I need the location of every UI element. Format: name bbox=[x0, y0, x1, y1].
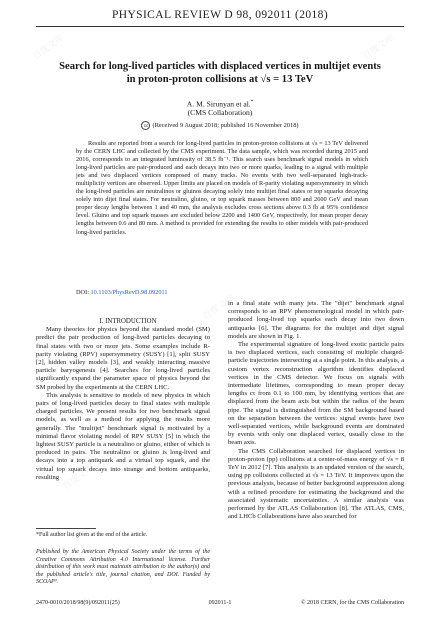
watermark: 百度文库 bbox=[361, 33, 397, 63]
doi-line bbox=[76, 289, 168, 296]
article-title: Search for long-lived particles with displaced vertices in multijet events in proton-proton collisions at √s = 13 TeV bbox=[59, 61, 381, 85]
publisher-note: Published by the American Physical Society under the terms of the Creative Commons Attribution 4.0 International license. Further distribution of this work must maintain attribution to the author(s) and the published article's title, journal citation, and DOI. Funded by SCOAP³. bbox=[36, 549, 210, 586]
footnote: *Full author list given at the end of the article. bbox=[36, 532, 148, 538]
doi-link[interactable]: 10.1103/PhysRevD.98.092011 bbox=[90, 289, 168, 296]
watermark: 百度文库 bbox=[61, 463, 97, 493]
paragraph: This analysis is sensitive to models of new physics in which pairs of long-lived particles decay to final states with multiple charged particles. We present results for two benchmark signal models, as well as a method for applying the results more generally. The "multijet" benchmark signal is motivated by a minimal flavor violating model of RPV SUSY [5] in which the lightest SUSY particle is a neutralino or gluino, either of which is produced in pairs. The neutralino or gluino is long-lived and decays into a top antiquark and a virtual top squark, and the virtual top squark decays into strange and bottom antiquarks, resulting bbox=[36, 391, 210, 481]
footnote-rule bbox=[36, 528, 96, 529]
dates-text: (Received 9 August 2018; published 16 November 2018) bbox=[152, 121, 299, 129]
watermark: 百度文库 bbox=[31, 33, 67, 63]
publication-dates bbox=[0, 121, 440, 130]
page-number: 092011-1 bbox=[208, 600, 232, 606]
paragraph: in a final state with many jets. The "dijet" benchmark signal corresponds to an RPV phenomenological model in which pair-produced long-lived top squarks each decay into two down antiquarks [6]. The diagrams for the multijet and dijet signal models are shown in Fig. 1. bbox=[228, 300, 404, 340]
abstract: Results are reported from a search for long-lived particles in proton-proton collisions at √s = 13 TeV delivered by the CERN LHC and collected by the CMS experiment. The data sample, which was recorded during 2015 and 2016, corresponds to an integrated luminosity of 38.5 fb⁻¹. This search uses benchmark signal models in which long-lived particles are pair-produced and each decays into two or more quarks, leading to a signal with multiple jets and two displaced vertices composed of many tracks. No events with two well-separated high-track-multiplicity vertices are observed. Upper limits are placed on models of R-parity violating supersymmetry in which the long-lived particles are neutralinos or gluinos decaying solely into multijet final states or top squarks decaying solely into dijet final states. For neutralino, gluino, or top squark masses between 800 and 2600 GeV and mean proper decay lengths between 1 and 40 mm, the analysis excludes cross sections above 0.3 fb at 95% confidence level. Gluino and top squark masses are excluded below 2200 and 1400 GeV, respectively, for mean proper decay lengths between 0.6 and 80 mm. A method is provided for extending the results to other models with pair-produced long-lived particles. bbox=[76, 140, 368, 236]
watermark: 百度文库 bbox=[371, 463, 407, 493]
paragraph: The CMS Collaboration searched for displaced vertices in proton-proton (pp) collisions at a center-of-mass energy of √s = 8 TeV in 2012 [7]. This analysis is an updated version of the search, using pp collisions collected at √s = 13 TeV. It improves upon the previous analysis, because of better background suppression along with a refined procedure for estimating the background and the associated systematic uncertainties. A similar analysis was performed by the ATLAS Collaboration [8]. The ATLAS, CMS, and LHCb Collaborations have also searched for bbox=[228, 447, 404, 521]
doi-label: DOI: bbox=[76, 289, 89, 296]
paragraph: Many theories for physics beyond the standard model (SM) predict the pair production of long-lived particles decaying to final states with two or more jets. Some examples include R-parity violating (RPV) supersymmetry (SUSY) [1], split SUSY [2], hidden valley models [3], and weakly interacting massive particle baryogenesis [4]. Searches for long-lived particles significantly expand the parameter space of physics beyond the SM probed by the experiments at the CERN LHC. bbox=[36, 326, 210, 391]
creative-commons-icon: cc bbox=[141, 121, 150, 130]
paragraph: The experimental signature of long-lived exotic particle pairs is two displaced vertices, each consisting of multiple charged-particle trajectories intersecting at a single point. In this analysis, a custom vertex reconstruction algorithm identifies displaced vertices in the CMS detector. We focus on signals with intermediate lifetimes, corresponding to mean proper decay lengths cτ from 0.1 to 100 mm, by identifying vertices that are displaced from the beam axis but within the radius of the beam pipe. The signal is distinguished from the SM background based on the separation between the vertices: signal events have two well-separated vertices, while background events are dominated by events with only one displaced vertex, usually close to the beam axis. bbox=[228, 341, 404, 447]
author-names[interactable]: A. M. Sirunyan et al. bbox=[186, 99, 251, 109]
watermark: 百度文库 bbox=[201, 293, 237, 323]
header-rule bbox=[36, 26, 404, 27]
footer-copyright: © 2018 CERN, for the CMS Collaboration bbox=[300, 600, 404, 606]
footer-issn: 2470-0010/2018/98(9)/092011(25) bbox=[36, 600, 120, 606]
section-heading-introduction: I. INTRODUCTION bbox=[99, 318, 157, 325]
collaboration: (CMS Collaboration) bbox=[187, 108, 253, 117]
author-footnote-mark[interactable]: * bbox=[250, 100, 254, 105]
journal-header: PHYSICAL REVIEW D 98, 092011 (2018) bbox=[111, 9, 329, 21]
left-column bbox=[36, 318, 210, 482]
right-column bbox=[228, 300, 404, 521]
